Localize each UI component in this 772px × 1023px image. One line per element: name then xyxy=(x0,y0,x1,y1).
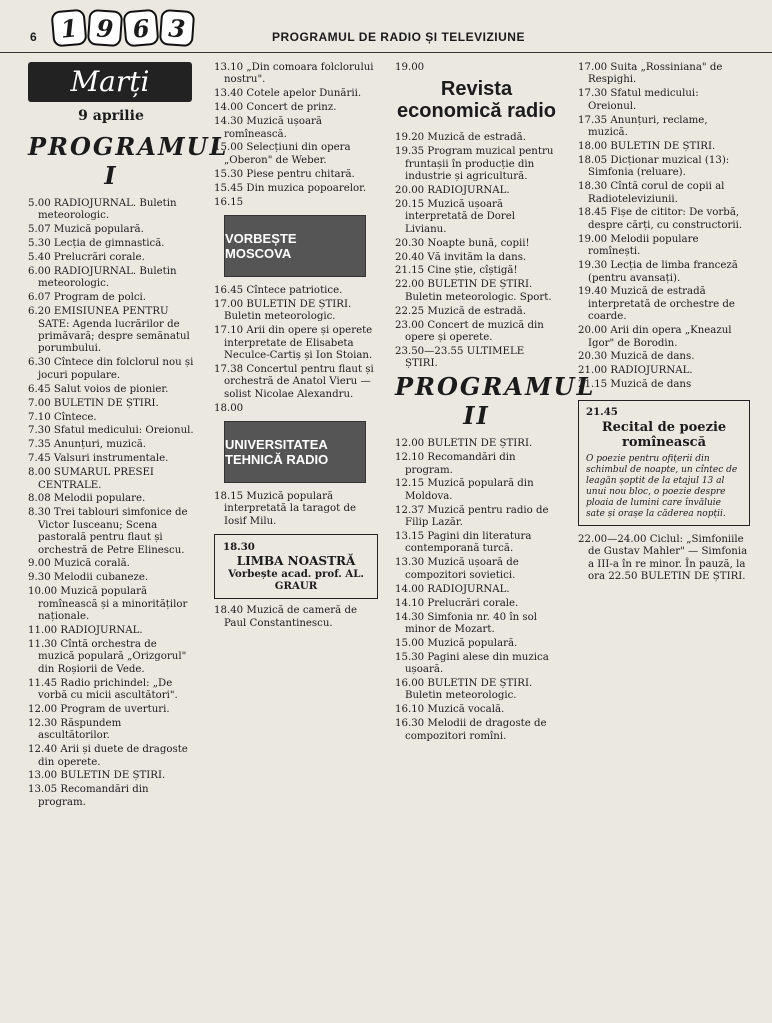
schedule-item: 20.40 Vă invităm la dans. xyxy=(395,251,527,263)
column-2 xyxy=(214,62,378,632)
schedule-item: 13.10 „Din comoara folclorului nostru". xyxy=(214,62,374,86)
schedule-item: 7.10 Cîntece. xyxy=(28,411,97,423)
year-digit: 1 xyxy=(50,9,87,48)
schedule-list-2b xyxy=(214,285,378,415)
column-3 xyxy=(395,62,596,745)
schedule-item: 6.07 Program de polci. xyxy=(28,292,147,304)
schedule-item: 17.10 Arii din opere și operete interpretate de Elisabeta Neculce-Cartiș și Ion Stoian. xyxy=(214,325,373,361)
recital-box xyxy=(578,400,750,526)
schedule-item: 6.00 RADIOJURNAL. Buletin meteorologic. xyxy=(28,266,177,290)
schedule-item: 13.30 Muzică ușoară de compozitori sovietici. xyxy=(395,557,519,581)
recital-time: 21.45 xyxy=(586,405,618,418)
schedule-item: 7.30 Sfatul medicului: Oreionul. xyxy=(28,425,194,437)
schedule-list-2 xyxy=(214,62,378,209)
schedule-item: 17.00 Suita „Rossiniana" de Respighi. xyxy=(578,62,723,86)
schedule-item: 5.07 Muzică populară. xyxy=(28,224,144,236)
schedule-item: 12.10 Recomandări din program. xyxy=(395,452,516,476)
schedule-item: 7.35 Anunțuri, muzică. xyxy=(28,439,147,451)
schedule-list-3 xyxy=(395,132,558,370)
date-label: 9 aprilie xyxy=(78,108,144,124)
schedule-item: 16.00 BULETIN DE ȘTIRI. Buletin meteorologic. xyxy=(395,678,533,702)
schedule-item: 17.30 Sfatul medicului: Oreionul. xyxy=(578,88,699,112)
schedule-item: 18.40 Muzică de cameră de Paul Constantinescu. xyxy=(214,605,358,629)
schedule-item: 12.00 BULETIN DE ȘTIRI. xyxy=(395,438,533,450)
schedule-item: 9.30 Melodii cubaneze. xyxy=(28,572,149,584)
universitatea-logo: UNIVERSITATEA TEHNICĂ RADIO xyxy=(224,421,366,483)
page-number: 6 xyxy=(30,30,37,44)
schedule-item: 15.30 Pagini alese din muzica ușoară. xyxy=(395,651,549,676)
recital-title: Recital de poezie romînească xyxy=(601,420,727,451)
schedule-item: 18.00 xyxy=(214,402,244,414)
revista-title: Revista economică radio xyxy=(397,78,556,123)
schedule-item: 23.50—23.55 ULTIMELE ȘTIRI. xyxy=(395,345,525,370)
schedule-item: 8.00 SUMARUL PRESEI CENTRALE. xyxy=(28,467,154,491)
schedule-item: 14.30 Simfonia nr. 40 în sol minor de Mozart. xyxy=(395,611,538,635)
schedule-item: 22.00 BULETIN DE ȘTIRI. Buletin meteorologic. Sport. xyxy=(395,279,552,303)
schedule-item: 18.45 Fișe de cititor: De vorbă, despre cărți, cu constructorii. xyxy=(578,207,743,231)
schedule-item: 8.30 Trei tablouri simfonice de Victor Iusceanu; Scena pastorală pentru flaut și orchestră de Petre Elinescu. xyxy=(28,507,188,556)
schedule-item: 16.10 Muzică vocală. xyxy=(395,704,505,716)
schedule-item: 19.20 Muzică de estradă. xyxy=(395,132,526,144)
schedule-item: 18.00 BULETIN DE ȘTIRI. xyxy=(578,140,716,152)
schedule-item: 15.00 Muzică populară. xyxy=(395,637,518,649)
program-2-title: PROGRAMUL II xyxy=(395,372,596,431)
schedule-item: 12.37 Muzică pentru radio de Filip Lazăr. xyxy=(395,504,549,529)
schedule-item: 6.45 Salut voios de pionier. xyxy=(28,383,169,395)
schedule-list-2d xyxy=(214,605,378,630)
schedule-list-4b xyxy=(578,534,750,584)
schedule-item: 18.15 Muzică populară interpretată la taragot de Iosif Milu. xyxy=(214,491,357,527)
day-name: Marți xyxy=(28,62,192,102)
schedule-item: 6.30 Cîntece din folclorul nou și jocuri populare. xyxy=(28,357,194,381)
schedule-item: 20.00 RADIOJURNAL. xyxy=(395,185,510,197)
schedule-item: 14.00 Concert de prinz. xyxy=(214,102,337,114)
program-1-title: PROGRAMUL I xyxy=(28,132,229,190)
schedule-item: 21.15 Cine știe, cîștigă! xyxy=(395,265,518,277)
schedule-item: 8.08 Melodii populare. xyxy=(28,493,146,505)
schedule-item: 19.35 Program muzical pentru fruntașii în producție din industrie și agricultură. xyxy=(395,146,554,183)
schedule-item: 13.15 Pagini din literatura contemporană turcă. xyxy=(395,531,532,555)
schedule-item: 20.00 Arii din opera „Kneazul Igor" de Borodin. xyxy=(578,325,732,349)
schedule-item: 13.40 Cotele apelor Dunării. xyxy=(214,88,362,100)
schedule-item: 20.30 Muzică de dans. xyxy=(578,351,695,363)
schedule-item: 15.30 Piese pentru chitară. xyxy=(214,168,355,180)
schedule-item: 10.00 Muzică populară romînească și a minorităților naționale. xyxy=(28,586,188,623)
moscova-logo: VORBEȘTE MOSCOVA xyxy=(224,215,366,277)
schedule-item: 12.40 Arii și duete de dragoste din operete. xyxy=(28,744,188,768)
schedule-item: 11.00 RADIOJURNAL. xyxy=(28,625,143,636)
schedule-item: 12.00 Program de uverturi. xyxy=(28,703,170,715)
schedule-item: 21.15 Muzică de dans xyxy=(578,379,692,391)
year-digit: 9 xyxy=(87,9,123,47)
schedule-item: 7.45 Valsuri instrumentale. xyxy=(28,453,169,465)
box-subtitle: Vorbește acad. prof. AL. GRAUR xyxy=(228,567,364,593)
schedule-item: 20.30 Noapte bună, copii! xyxy=(395,237,530,249)
schedule-list-3a xyxy=(395,62,558,74)
box-time: 18.30 xyxy=(223,541,255,554)
schedule-item: 18.30 Cîntă corul de copii al Radioteleviziunii. xyxy=(578,181,725,205)
page-header xyxy=(0,0,772,53)
schedule-item: 22.00—24.00 Ciclul: „Simfoniile de Gustav Mahler" — Simfonia a III-a în re minor. În pauză, la ora 22.50 BULETIN DE ȘTIRI. xyxy=(578,534,748,583)
schedule-item: 17.35 Anunțuri, reclame, muzică. xyxy=(578,114,708,139)
schedule-item: 19.40 Muzică de estradă interpretată de orchestre de coarde. xyxy=(578,286,735,323)
schedule-item: 14.30 Muzică ușoară romînească. xyxy=(214,116,322,140)
schedule-item: 13.00 BULETIN DE ȘTIRI. xyxy=(28,770,166,782)
recital-body: O poezie pentru ofițerii din schimbul de noapte, un cîntec de leagăn șoptit de la etajul 13 al unui nou bloc, o poezie despre ploaia de lumini care învăluie sate și orașe la căderea nopții. xyxy=(586,454,738,520)
year-digit: 3 xyxy=(159,9,195,47)
schedule-item: 22.25 Muzică de estradă. xyxy=(395,305,526,317)
schedule-list-4 xyxy=(578,62,750,392)
schedule-item: 23.00 Concert de muzică din opere și operete. xyxy=(395,319,544,343)
schedule-item: 15.00 Selecțiuni din opera „Oberon" de Weber. xyxy=(214,142,351,166)
schedule-item: 12.15 Muzică populară din Moldova. xyxy=(395,478,534,502)
year-digit: 6 xyxy=(122,9,159,48)
schedule-item: 14.10 Prelucrări corale. xyxy=(395,597,519,609)
schedule-item: 5.00 RADIOJURNAL. Buletin meteorologic. xyxy=(28,198,177,222)
schedule-item: 11.30 Cîntă orchestra de muzică populară „Orizgorul" din Roșiorii de Vede. xyxy=(28,638,187,675)
schedule-item: 17.38 Concertul pentru flaut și orchestră de Anatol Vieru — solist Nicolae Alexandru. xyxy=(214,363,374,400)
schedule-item: 9.00 Muzică corală. xyxy=(28,558,130,570)
schedule-list-3b xyxy=(395,438,558,743)
schedule-list-2c xyxy=(214,491,378,528)
schedule-item: 16.45 Cîntece patriotice. xyxy=(214,284,343,296)
schedule-item: 18.05 Dicționar muzical (13): Simfonia (reluare). xyxy=(578,154,730,179)
schedule-item: 6.20 EMISIUNEA PENTRU SATE: Agenda lucrărilor de primăvară; despre semănatul porumbului. xyxy=(28,306,190,355)
schedule-item: 21.00 RADIOJURNAL. xyxy=(578,365,693,377)
column-4 xyxy=(578,62,750,585)
box-title: LIMBA NOASTRĂ xyxy=(236,553,356,568)
schedule-item: 5.40 Prelucrări corale. xyxy=(28,252,145,264)
publication-title: PROGRAMUL DE RADIO ȘI TELEVIZIUNE xyxy=(272,30,525,44)
schedule-item: 19.30 Lecția de limba franceză (pentru avansați). xyxy=(578,260,738,284)
schedule-item: 16.15 xyxy=(214,196,244,208)
schedule-list-1 xyxy=(28,198,194,809)
schedule-item: 16.30 Melodii de dragoste de compozitori romîni. xyxy=(395,718,547,742)
schedule-item: 14.00 RADIOJURNAL. xyxy=(395,583,510,595)
schedule-item: 7.00 BULETIN DE ȘTIRI. xyxy=(28,397,159,409)
schedule-item: 19.00 xyxy=(395,62,425,73)
schedule-item: 15.45 Din muzica popoarelor. xyxy=(214,182,367,194)
schedule-item: 17.00 BULETIN DE ȘTIRI. Buletin meteorologic. xyxy=(214,298,352,323)
year-badge xyxy=(52,10,194,46)
schedule-item: 11.45 Radio prichindel: „De vorbă cu micii ascultători". xyxy=(28,677,178,702)
schedule-item: 12.30 Răspundem ascultătorilor. xyxy=(28,717,122,742)
limba-noastra-box xyxy=(214,534,378,599)
schedule-item: 19.00 Melodii populare romînești. xyxy=(578,233,699,258)
schedule-item: 5.30 Lecția de gimnastică. xyxy=(28,238,165,250)
schedule-item: 13.05 Recomandări din program. xyxy=(28,784,149,808)
schedule-item: 20.15 Muzică ușoară interpretată de Dorel Livianu. xyxy=(395,198,516,235)
